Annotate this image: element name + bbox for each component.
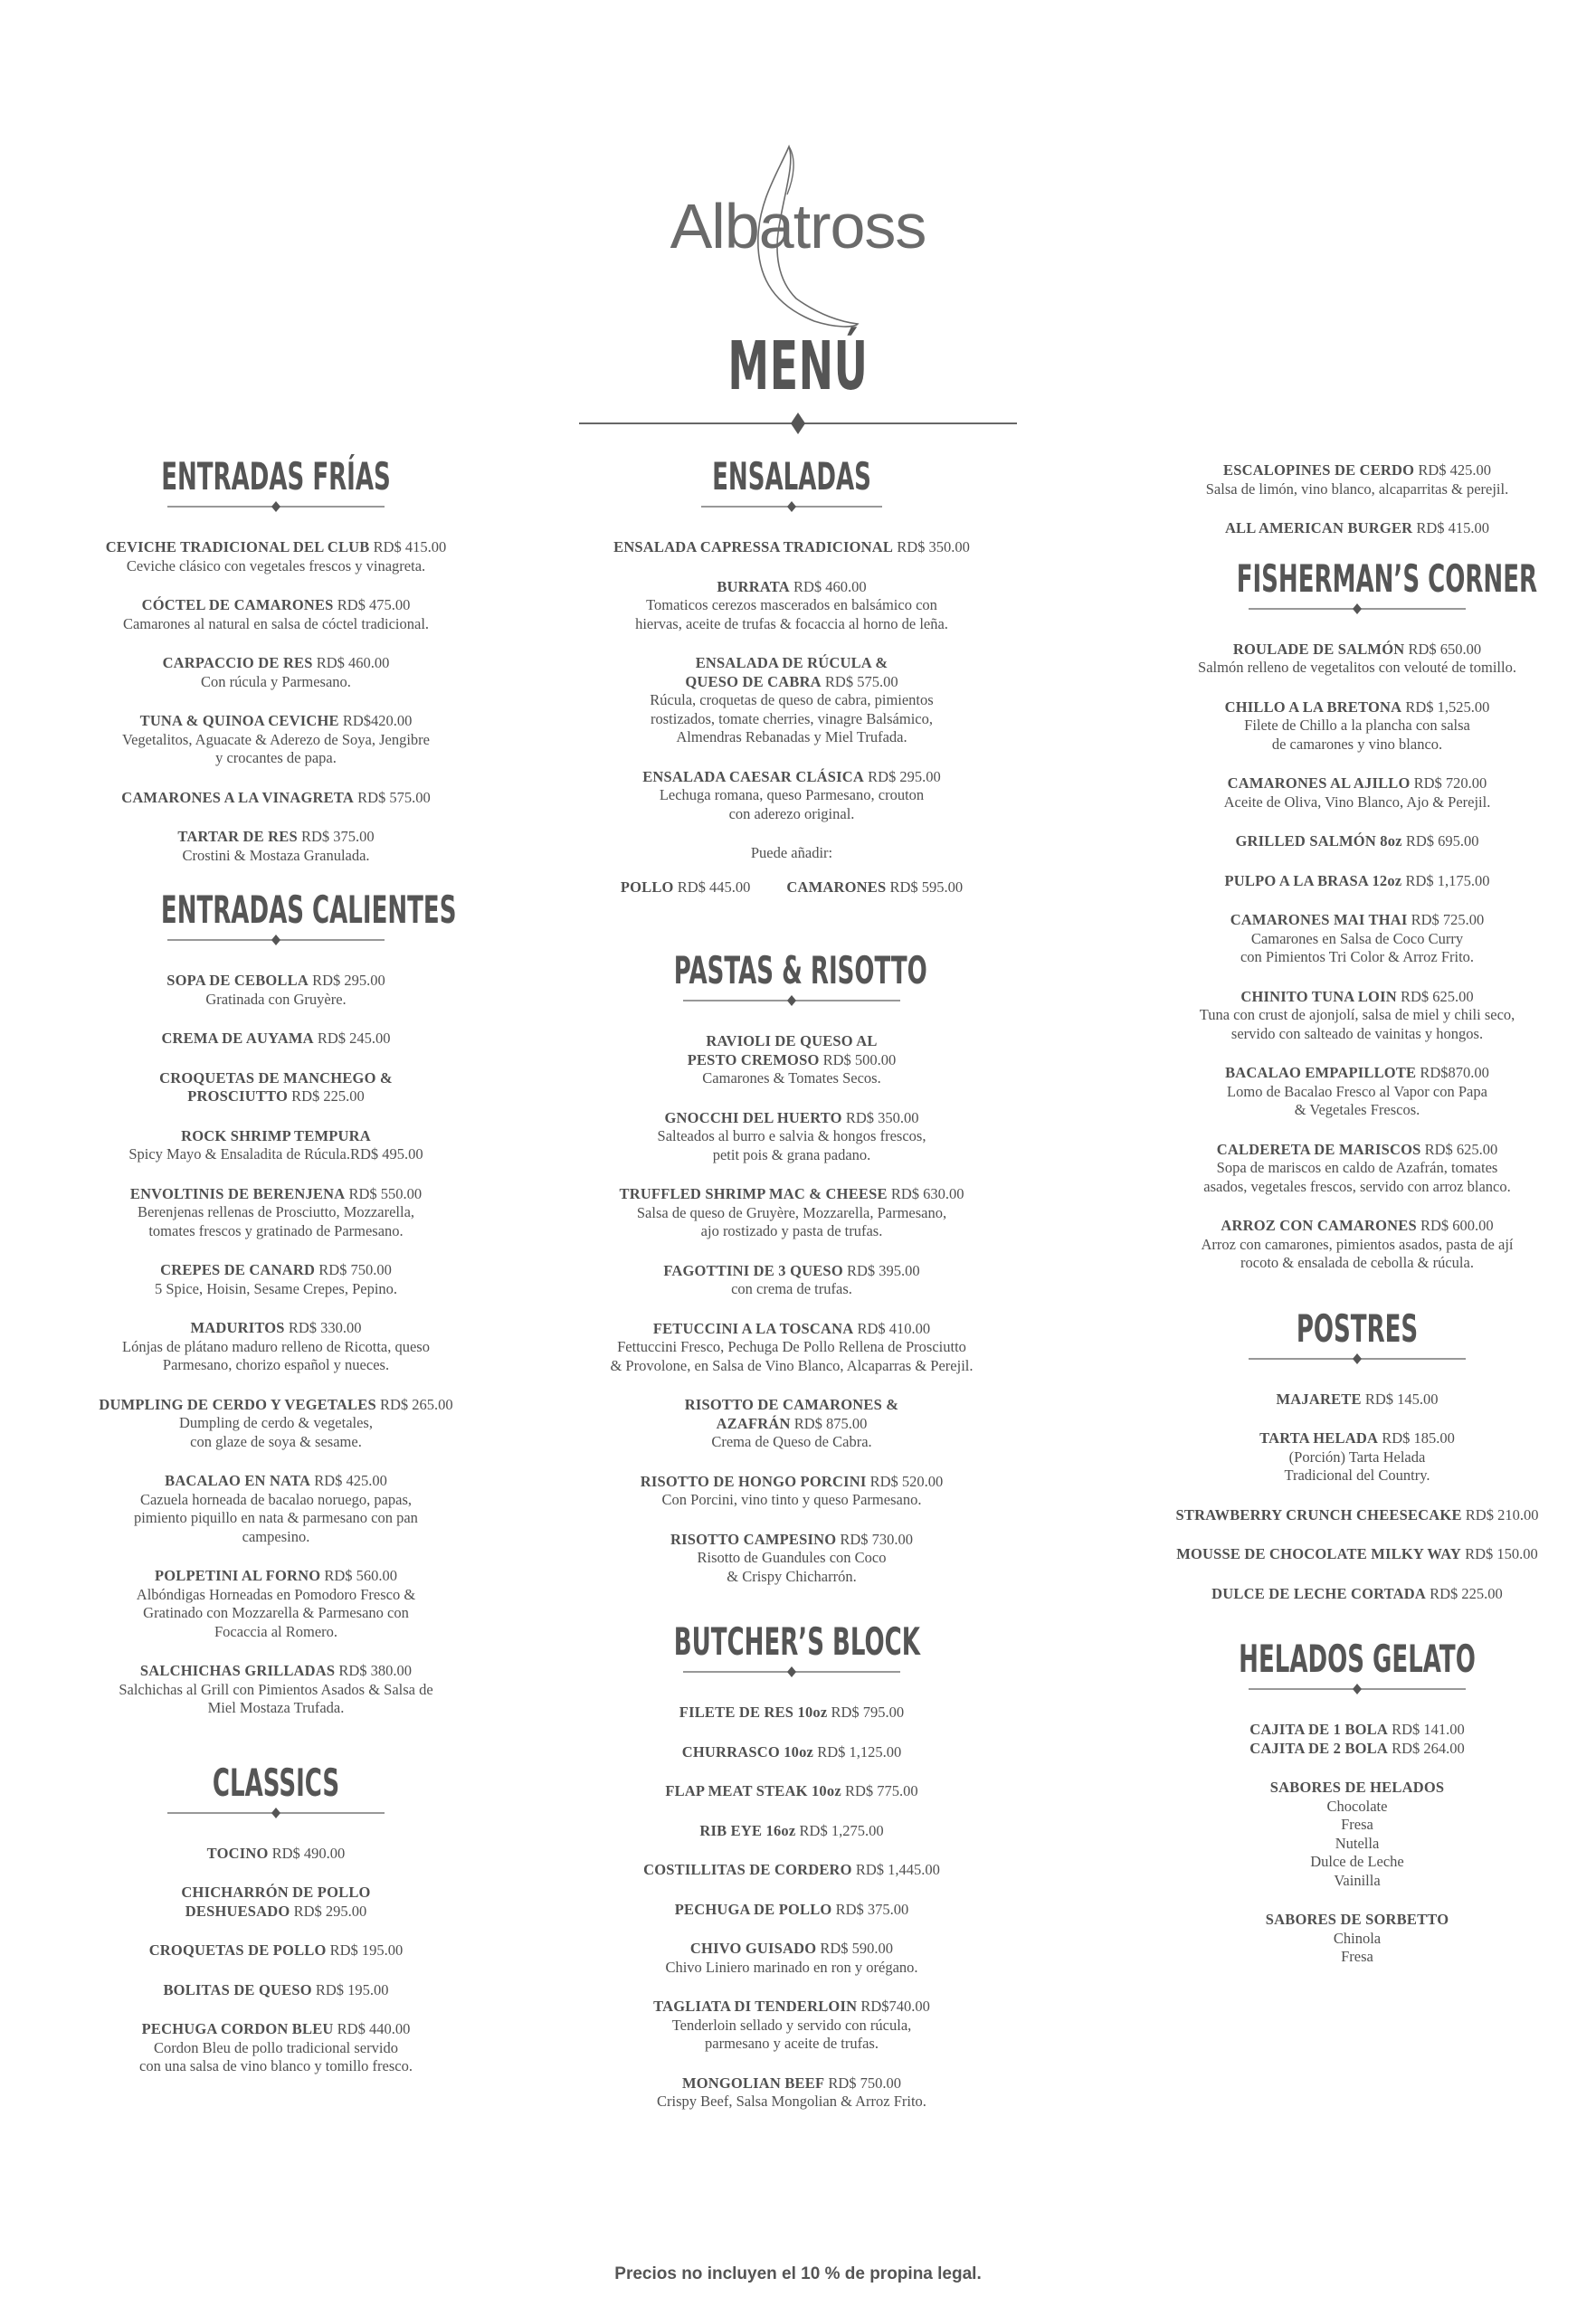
menu-item — [90, 828, 461, 865]
section-items — [602, 538, 982, 897]
item-price: RD$ 650.00 — [1408, 640, 1482, 658]
item-description: Tenderloin sellado y servido con rúcula, parmesano y aceite de trufas. — [671, 2016, 912, 2052]
menu-item — [602, 1473, 982, 1510]
item-price: RD$ 425.00 — [314, 1472, 387, 1489]
item-description: Tuna con crust de ajonjolí, salsa de miel y chili seco, servido con salteado de vainitas y hongos. — [1199, 1006, 1515, 1042]
menu-section — [90, 454, 461, 865]
item-name: MOUSSE DE CHOCOLATE MILKY WAY — [1176, 1545, 1461, 1562]
section-items — [90, 972, 461, 1718]
section-divider — [701, 500, 882, 513]
menu-item — [90, 1069, 461, 1106]
item-price: RD$ 350.00 — [845, 1108, 919, 1126]
item-price: RD$ 625.00 — [1424, 1140, 1498, 1158]
menu-item — [1163, 1391, 1552, 1410]
item-name: RISOTTO CAMPESINO — [670, 1530, 837, 1548]
section-items — [90, 538, 461, 865]
section-items — [1163, 641, 1552, 1273]
menu-item — [90, 1981, 461, 2000]
item-description: 5 Spice, Hoisin, Sesame Crepes, Pepino. — [154, 1279, 398, 1297]
menu-item — [602, 1782, 982, 1801]
item-description: Sopa de mariscos en caldo de Azafrán, tomates asados, vegetales frescos, servido con arroz blanco. — [1203, 1159, 1511, 1195]
item-name: SOPA DE CEBOLLA — [166, 972, 309, 989]
menu-item — [1163, 911, 1552, 967]
menu-item — [1163, 641, 1552, 678]
menu-column-right — [1163, 461, 1552, 1988]
item-description: Chinola Fresa — [1333, 1929, 1382, 1965]
item-description: Chocolate Fresa Nutella Dulce de Leche Vainilla — [1310, 1797, 1404, 1889]
item-price: RD$ 1,175.00 — [1405, 871, 1490, 889]
item-price: RD$ 750.00 — [828, 2074, 902, 2092]
menu-section — [1163, 555, 1552, 1273]
menu-column-center — [602, 454, 982, 2132]
item-name: COSTILLITAS DE CORDERO — [643, 1861, 852, 1878]
section-title: ENTRADAS CALIENTES — [160, 887, 457, 932]
menu-item — [1163, 872, 1552, 891]
menu-item — [1163, 988, 1552, 1044]
menu-item — [602, 2074, 982, 2112]
item-description: Con Porcini, vino tinto y queso Parmesano. — [661, 1491, 922, 1508]
item-name: ENSALADA CAESAR CLÁSICA — [642, 767, 865, 785]
item-price: RD$ 185.00 — [1382, 1429, 1455, 1447]
menu-item — [90, 1472, 461, 1546]
menu-section — [90, 1760, 461, 2076]
menu-item — [602, 1109, 982, 1165]
item-description: Arroz con camarones, pimientos asados, pasta de ají rocoto & ensalada de cebolla & rúcula. — [1201, 1235, 1514, 1271]
item-name: ARROZ CON CAMARONES — [1221, 1217, 1417, 1234]
menu-item — [1163, 461, 1552, 498]
item-price: RD$ 875.00 — [793, 1414, 868, 1432]
item-price: RD$ 730.00 — [840, 1530, 914, 1548]
section-title: CLASSICS — [212, 1760, 340, 1805]
menu-item — [1163, 698, 1552, 755]
item-name: TARTAR DE RES — [177, 828, 298, 845]
item-name: CARPACCIO DE RES — [162, 654, 313, 671]
item-price: RD$ 1,125.00 — [817, 1742, 902, 1761]
menu-item — [90, 1567, 461, 1641]
item-price: RD$ 575.00 — [357, 788, 431, 806]
item-name: TRUFFLED SHRIMP MAC & CHEESE — [619, 1185, 888, 1202]
item-price: RD$ 460.00 — [316, 654, 390, 671]
item-price: RD$ 595.00 — [889, 878, 964, 896]
item-name: CALDERETA DE MARISCOS — [1216, 1140, 1421, 1158]
section-title: HELADOS GELATO — [1239, 1637, 1476, 1681]
item-name: ALL AMERICAN BURGER — [1224, 519, 1413, 536]
item-name: RISOTTO DE CAMARONES & AZAFRÁN — [684, 1396, 899, 1432]
item-price: RD$ 475.00 — [337, 596, 411, 613]
item-name: FILETE DE RES 10oz — [679, 1704, 828, 1721]
menu-item — [602, 1531, 982, 1587]
item-name: CHURRASCO 10oz — [681, 1742, 814, 1761]
logo-text: Albatross — [670, 191, 926, 261]
item-name: PECHUGA CORDON BLEU — [141, 2020, 334, 2037]
item-description: Salsa de limón, vino blanco, alcaparritas & perejil. — [1205, 479, 1509, 498]
item-description: Spicy Mayo & Ensaladita de Rúcula.RD$ 495.00 — [128, 1145, 423, 1163]
item-name: ENSALADA CAPRESSA TRADICIONAL — [613, 538, 894, 555]
item-price: RD$ 630.00 — [890, 1185, 964, 1202]
item-description: Cordon Bleu de pollo tradicional servido con una salsa de vino blanco y tomillo fresco. — [139, 2038, 413, 2074]
section-divider — [1249, 1683, 1466, 1695]
item-price: RD$ 295.00 — [868, 767, 941, 785]
item-name: CAJITA DE 1 BOLA — [1249, 1721, 1388, 1738]
section-divider — [167, 1807, 385, 1819]
section-divider — [1249, 1353, 1466, 1365]
menu-item — [90, 1030, 461, 1049]
menu-item — [1163, 1911, 1552, 1967]
item-price: RD$ 460.00 — [793, 577, 867, 595]
menu-section — [602, 948, 982, 1586]
menu-section — [602, 1619, 982, 2112]
menu-item — [1163, 1721, 1552, 1758]
section-title: BUTCHER’S BLOCK — [673, 1619, 920, 1664]
item-price: RD$ 550.00 — [348, 1184, 423, 1202]
item-description: Aceite de Oliva, Vino Blanco, Ajo & Perejil. — [1223, 793, 1491, 811]
item-description: Crostini & Mostaza Granulada. — [182, 846, 370, 864]
menu-section — [602, 454, 982, 897]
menu-item — [90, 1319, 461, 1375]
item-description: (Porción) Tarta Helada Tradicional del Country. — [1284, 1448, 1430, 1484]
item-price: RD$ 1,445.00 — [855, 1861, 940, 1878]
item-price: RD$ 1,525.00 — [1405, 698, 1490, 716]
section-title: FISHERMAN’S CORNER — [1236, 555, 1538, 601]
item-name: PECHUGA DE POLLO — [674, 1900, 832, 1918]
item-price: RD$ 500.00 — [822, 1050, 897, 1068]
item-name: CROQUETAS DE POLLO — [148, 1941, 327, 1959]
item-name: ROULADE DE SALMÓN — [1232, 640, 1405, 658]
item-price: RD$ 600.00 — [1420, 1217, 1494, 1234]
menu-item — [602, 538, 982, 557]
menu-item — [90, 596, 461, 633]
item-price: RD$ 425.00 — [1418, 461, 1491, 479]
item-name: CHILLO A LA BRETONA — [1224, 698, 1402, 716]
addon-item — [786, 878, 963, 897]
menu-item — [1163, 1585, 1552, 1604]
item-name: TOCINO — [206, 1844, 269, 1862]
item-name: CÓCTEL DE CAMARONES — [141, 596, 334, 613]
menu-item — [602, 1901, 982, 1920]
section-divider — [683, 1666, 900, 1678]
item-description: Crispy Beef, Salsa Mongolian & Arroz Frito. — [657, 2093, 926, 2110]
item-price: RD$ 295.00 — [293, 1902, 367, 1920]
item-price: RD$ 775.00 — [845, 1782, 918, 1799]
item-price: RD$740.00 — [860, 1998, 930, 2015]
item-description: Salchichas al Grill con Pimientos Asados & Salsa de Miel Mostaza Trufada. — [119, 1680, 433, 1716]
item-price: RD$ 560.00 — [324, 1567, 398, 1584]
item-price: RD$ 720.00 — [1413, 774, 1487, 792]
item-name: TARTA HELADA — [1259, 1429, 1379, 1447]
menu-section — [90, 887, 461, 1718]
item-name: CAMARONES MAI THAI — [1230, 911, 1408, 928]
item-price: RD$ 490.00 — [271, 1844, 346, 1862]
item-description: Camarones & Tomates Secos. — [702, 1069, 881, 1087]
item-price: RD$ 195.00 — [329, 1941, 404, 1959]
menu-item — [602, 1320, 982, 1376]
item-name: SABORES DE SORBETTO — [1265, 1911, 1449, 1928]
item-name: CEVICHE TRADICIONAL DEL CLUB — [105, 538, 370, 555]
item-name: CHINITO TUNA LOIN — [1240, 987, 1397, 1005]
menu-item — [1163, 1545, 1552, 1564]
item-price: RD$ 415.00 — [373, 538, 447, 555]
item-description: Chivo Liniero marinado en ron y orégano. — [665, 1958, 918, 1976]
item-price: RD$ 145.00 — [1364, 1390, 1439, 1408]
item-price: RD$ 440.00 — [337, 2020, 411, 2037]
menu-item — [602, 768, 982, 824]
item-price: RD$ 195.00 — [315, 1980, 389, 1998]
item-name: RAVIOLI DE QUESO AL PESTO CREMOSO — [687, 1032, 878, 1068]
item-description: Salmón relleno de vegetalitos con velouté de tomillo. — [1198, 659, 1516, 676]
item-description: Dumpling de cerdo & vegetales, con glaze de soya & sesame. — [179, 1414, 373, 1450]
item-description: Tomaticos cerezos mascerados en balsámico con hiervas, aceite de trufas & focaccia al horno de leña. — [635, 596, 948, 632]
menu-item — [90, 1185, 461, 1241]
item-name: POLLO — [620, 878, 674, 896]
menu-item — [1163, 774, 1552, 812]
item-price: RD$ 375.00 — [300, 828, 375, 845]
section-items — [1163, 1721, 1552, 1967]
item-name: MONGOLIAN BEEF — [681, 2074, 825, 2092]
item-name: CROQUETAS DE MANCHEGO & PROSCIUTTO — [159, 1068, 393, 1105]
item-description: Rúcula, croquetas de queso de cabra, pimientos rostizados, tomate cherries, vinagre Balsámico, Almendras Rebanadas y Miel Trufada. — [650, 691, 934, 745]
item-description: Salteados al burro e salvia & hongos frescos, petit pois & grana padano. — [657, 1127, 926, 1163]
item-price: RD$ 410.00 — [857, 1319, 931, 1337]
item-name: CAJITA DE 2 BOLA — [1249, 1739, 1388, 1757]
item-name: RIB EYE 16oz — [699, 1821, 796, 1839]
menu-item — [90, 972, 461, 1009]
menu-item — [90, 1884, 461, 1921]
menu-item — [602, 1704, 982, 1723]
menu-item — [602, 1396, 982, 1452]
menu-item — [90, 2020, 461, 2076]
item-price: RD$ 380.00 — [338, 1662, 413, 1679]
item-description: Berenjenas rellenas de Prosciutto, Mozzarella, tomates frescos y gratinado de Parmesano. — [137, 1203, 415, 1239]
item-name: ENVOLTINIS DE BERENJENA — [129, 1184, 346, 1202]
menu-item — [602, 1185, 982, 1241]
menu-item — [1163, 1217, 1552, 1273]
item-name: ENSALADA DE RÚCULA & QUESO DE CABRA — [685, 654, 888, 690]
item-price: RD$ 575.00 — [824, 672, 898, 690]
item-name: PULPO A LA BRASA 12oz — [1224, 871, 1402, 889]
item-name: STRAWBERRY CRUNCH CHEESECAKE — [1175, 1505, 1462, 1523]
section-divider — [1249, 603, 1466, 615]
menu-column-left — [90, 454, 461, 2097]
section-divider — [683, 994, 900, 1007]
item-price: RD$ 150.00 — [1465, 1545, 1538, 1562]
item-price: RD$ 225.00 — [1430, 1584, 1503, 1602]
item-description: Con rúcula y Parmesano. — [201, 672, 351, 690]
item-name: BACALAO EN NATA — [165, 1472, 311, 1489]
menu-item — [602, 1032, 982, 1088]
item-name: TAGLIATA DI TENDERLOIN — [653, 1998, 858, 2015]
menu-title-divider — [579, 413, 1017, 434]
menu-section — [1163, 461, 1552, 538]
menu-item — [602, 578, 982, 634]
menu-item — [1163, 832, 1552, 851]
menu-item — [1163, 1506, 1552, 1525]
section-title: POSTRES — [1296, 1305, 1419, 1351]
item-description: Camarones al natural en salsa de cóctel tradicional. — [122, 614, 430, 632]
menu-item — [90, 712, 461, 768]
item-description: Fettuccini Fresco, Pechuga De Pollo Rellena de Prosciutto & Provolone, en Salsa de Vino Blanco, Alcaparras & Perejil. — [610, 1338, 974, 1374]
item-description: Cazuela horneada de bacalao noruego, papas, pimiento piquillo en nata & parmesano con pan campesino. — [134, 1490, 418, 1545]
item-name: CAMARONES A LA VINAGRETA — [121, 788, 354, 806]
item-name: ESCALOPINES DE CERDO — [1222, 461, 1415, 479]
item-description: Lomo de Bacalao Fresco al Vapor con Papa & Vegetales Frescos. — [1227, 1082, 1487, 1118]
item-name: SABORES DE HELADOS — [1269, 1779, 1445, 1796]
section-divider — [167, 500, 385, 513]
menu-item — [1163, 1429, 1552, 1485]
item-price: RD$ 695.00 — [1405, 832, 1479, 850]
item-description: Ceviche clásico con vegetales frescos y vinagreta. — [126, 556, 426, 574]
menu-item — [90, 1941, 461, 1960]
item-price: RD$ 795.00 — [831, 1704, 905, 1721]
item-price: RD$ 330.00 — [288, 1319, 362, 1336]
menu-item — [90, 1662, 461, 1718]
item-name: CREMA DE AUYAMA — [161, 1030, 314, 1047]
footer-note: Precios no incluyen el 10 % de propina legal. — [614, 2264, 982, 2283]
menu-item — [90, 1845, 461, 1864]
section-items — [602, 1704, 982, 2112]
item-price: RD$ 295.00 — [312, 972, 385, 989]
item-name: BACALAO EMPAPILLOTE — [1225, 1064, 1417, 1081]
section-items — [1163, 461, 1552, 538]
menu-item — [602, 1822, 982, 1841]
item-name: SALCHICHAS GRILLADAS — [139, 1662, 336, 1679]
item-description: Lechuga romana, queso Parmesano, crouton con aderezo original. — [659, 786, 925, 822]
menu-item — [90, 789, 461, 808]
item-name: POLPETINI AL FORNO — [154, 1567, 321, 1584]
item-price: RD$ 1,275.00 — [799, 1821, 884, 1839]
menu-item — [90, 538, 461, 575]
item-price: RD$ 375.00 — [835, 1900, 909, 1918]
item-description: Lónjas de plátano maduro relleno de Ricotta, queso Parmesano, chorizo español y nueces. — [122, 1337, 430, 1373]
item-price: RD$ 210.00 — [1465, 1505, 1539, 1523]
item-name: CHIVO GUISADO — [689, 1940, 817, 1957]
item-price: RD$ 520.00 — [869, 1472, 944, 1490]
item-description: con crema de trufas. — [731, 1280, 852, 1297]
menu-item — [1163, 1141, 1552, 1197]
item-price: RD$ 395.00 — [846, 1261, 920, 1279]
item-price: RD$ 264.00 — [1392, 1739, 1465, 1757]
item-description: Camarones en Salsa de Coco Curry con Pimientos Tri Color & Arroz Frito. — [1240, 929, 1475, 965]
item-name: DUMPLING DE CERDO Y VEGETALES — [99, 1395, 376, 1413]
item-price: RD$ 265.00 — [379, 1395, 453, 1413]
item-price: RD$ 625.00 — [1400, 987, 1474, 1005]
item-price: RD$ 415.00 — [1416, 519, 1490, 536]
addon-note: Puede añadir: — [750, 844, 833, 861]
item-description: Albóndigas Horneadas en Pomodoro Fresco & Gratinado con Mozzarella & Parmesano con Focaccia al Romero. — [136, 1585, 416, 1640]
menu-item — [602, 654, 982, 747]
item-price: RD$ 245.00 — [317, 1030, 391, 1047]
item-name: CAMARONES AL AJILLO — [1227, 774, 1411, 792]
item-name: RISOTTO DE HONGO PORCINI — [640, 1472, 867, 1490]
item-name: GRILLED SALMÓN 8oz — [1235, 832, 1402, 850]
menu-item — [602, 1861, 982, 1880]
menu-item — [1163, 1779, 1552, 1890]
item-name: DULCE DE LECHE CORTADA — [1211, 1584, 1427, 1602]
addon-item — [621, 878, 751, 897]
menu-title: MENÚ — [727, 327, 869, 405]
menu-section — [1163, 1305, 1552, 1604]
item-name: TUNA & QUINOA CEVICHE — [139, 712, 339, 729]
item-description: Crema de Queso de Cabra. — [711, 1433, 872, 1450]
item-description: Vegetalitos, Aguacate & Aderezo de Soya, Jengibre y crocantes de papa. — [122, 730, 430, 766]
item-description: Gratinada con Gruyère. — [205, 990, 347, 1008]
item-name: MAJARETE — [1276, 1390, 1362, 1408]
section-divider — [167, 934, 385, 946]
section-title: ENSALADAS — [712, 454, 871, 498]
item-description: Salsa de queso de Gruyère, Mozzarella, Parmesano, ajo rostizado y pasta de trufas. — [636, 1203, 947, 1239]
item-name: ROCK SHRIMP TEMPURA — [181, 1126, 371, 1144]
item-description: Risotto de Guandules con Coco & Crispy Chicharrón. — [697, 1549, 887, 1585]
menu-item — [90, 654, 461, 691]
menu-item — [1163, 519, 1552, 538]
menu-item — [602, 1998, 982, 2054]
item-name: CREPES DE CANARD — [160, 1261, 316, 1278]
item-name: FLAP MEAT STEAK 10oz — [665, 1782, 841, 1799]
item-name: FETUCCINI A LA TOSCANA — [652, 1319, 854, 1337]
section-items — [602, 1032, 982, 1586]
item-price: RD$ 350.00 — [897, 538, 970, 555]
item-price: RD$870.00 — [1420, 1064, 1489, 1081]
section-title: PASTAS & RISOTTO — [673, 948, 927, 992]
addon-row — [602, 878, 982, 897]
item-name: CHICHARRÓN DE POLLO DESHUESADO — [181, 1884, 371, 1920]
section-items — [90, 1845, 461, 2076]
item-price: RD$ 141.00 — [1392, 1721, 1465, 1738]
item-name: GNOCCHI DEL HUERTO — [664, 1108, 842, 1126]
item-name: CAMARONES — [786, 878, 887, 896]
item-price: RD$ 725.00 — [1411, 911, 1485, 928]
item-price: RD$ 225.00 — [291, 1087, 365, 1105]
item-name: BURRATA — [717, 577, 790, 595]
section-title: ENTRADAS FRÍAS — [161, 454, 391, 498]
logo — [0, 136, 1596, 344]
menu-item — [602, 1262, 982, 1299]
menu-item — [90, 1396, 461, 1452]
menu-item — [602, 1743, 982, 1762]
item-description: Filete de Chillo a la plancha con salsa de camarones y vino blanco. — [1244, 717, 1470, 753]
menu-item — [602, 1940, 982, 1977]
menu-item — [90, 1261, 461, 1298]
menu-item — [1163, 1064, 1552, 1120]
section-items — [1163, 1391, 1552, 1604]
item-name: MADURITOS — [190, 1319, 285, 1336]
menu-item — [90, 1127, 461, 1164]
item-price: RD$ 590.00 — [820, 1940, 894, 1957]
item-price: RD$420.00 — [342, 712, 413, 729]
item-price: RD$ 750.00 — [318, 1261, 392, 1278]
menu-section — [1163, 1639, 1552, 1967]
item-name: BOLITAS DE QUESO — [163, 1980, 312, 1998]
item-name: FAGOTTINI DE 3 QUESO — [663, 1261, 843, 1279]
item-price: RD$ 445.00 — [677, 878, 751, 896]
